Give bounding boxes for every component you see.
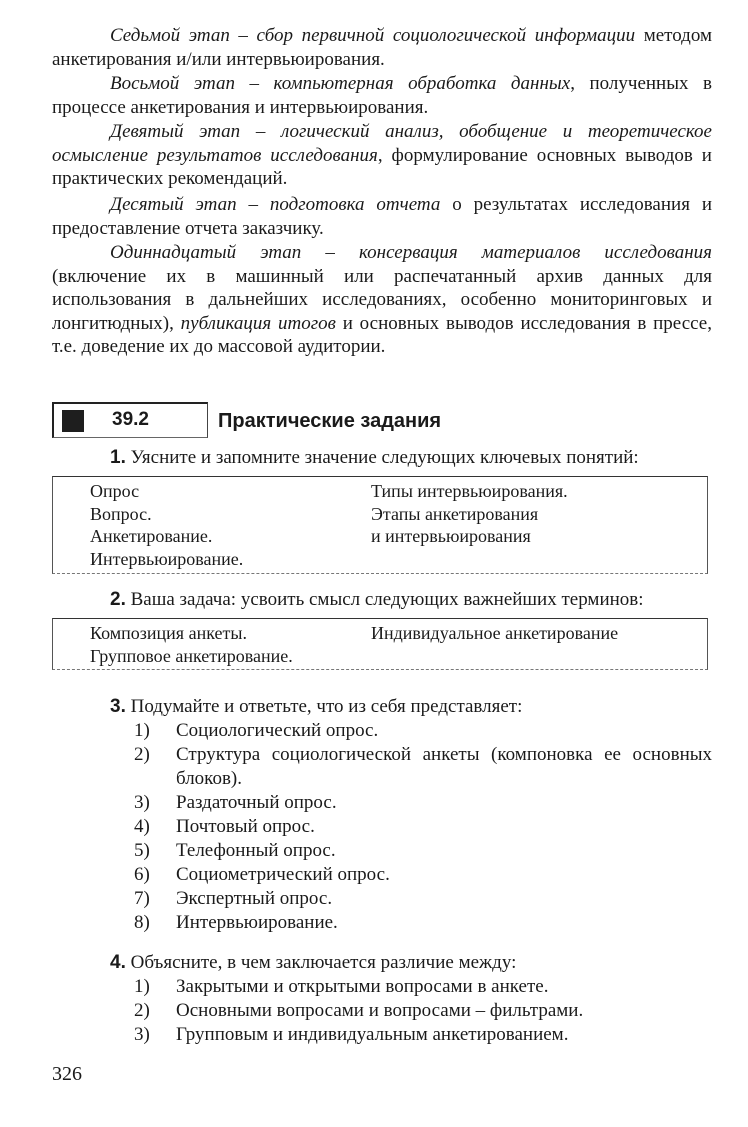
list-item	[52, 815, 712, 839]
list-item	[52, 911, 712, 935]
stage-10-title: Десятый этап – подготовка отчета	[110, 194, 441, 215]
list-item-text: Интервьюирование.	[176, 912, 338, 933]
term: Интервьюирование.	[90, 548, 244, 569]
task-2-terms-right	[371, 622, 618, 645]
stage-11-title: Одиннадцатый этап – консервация материалов исследования	[110, 242, 712, 263]
list-item	[52, 863, 712, 887]
list-item-number: 2)	[134, 1000, 150, 1021]
list-item-number: 4)	[134, 816, 150, 837]
list-item-number: 1)	[134, 720, 150, 741]
term: Опрос	[90, 481, 140, 501]
task-3-number: 3.	[110, 696, 126, 717]
list-item-number: 2)	[134, 744, 150, 765]
term: Композиция анкеты.	[90, 623, 247, 643]
list-item	[52, 999, 712, 1023]
task-1-terms-box	[52, 476, 708, 574]
paragraph-stage-8	[52, 72, 712, 119]
list-item-text: Закрытыми и открытыми вопросами в анкете.	[176, 976, 549, 997]
section-number-box	[52, 402, 208, 438]
paragraph-stage-9	[52, 120, 712, 191]
list-item-text: Групповым и индивидуальным анкетированием.	[176, 1024, 569, 1045]
list-item	[52, 839, 712, 863]
task-3-text: Подумайте и ответьте, что из себя представляет:	[125, 696, 523, 717]
term: и интервьюирования	[371, 526, 531, 546]
task-1-text: Уясните и запомните значение следующих ключевых понятий:	[125, 447, 639, 468]
stage-8-text: , полученных в процессе анкетирования и интервьюирования.	[52, 73, 713, 118]
list-item-text: Социологический опрос.	[176, 720, 379, 741]
task-1-heading	[52, 446, 712, 469]
task-2-heading	[52, 588, 712, 611]
list-item	[52, 791, 712, 815]
list-item-text: Экспертный опрос.	[176, 888, 333, 909]
task-1-number: 1.	[110, 447, 126, 468]
term: Этапы анкетирования	[371, 503, 539, 524]
stage-9-title: Девятый этап – логический анализ, обобщение и теоретическое осмысление результатов исследования	[52, 121, 712, 166]
stage-11-publication: публикация итогов	[180, 312, 336, 334]
section-number: 39.2	[112, 409, 149, 430]
task-1-terms-right	[371, 480, 568, 548]
list-item	[52, 1023, 712, 1047]
term: Вопрос.	[90, 503, 152, 524]
list-item	[52, 887, 712, 911]
list-item-number: 1)	[134, 976, 150, 997]
page-number: 326	[52, 1063, 82, 1085]
list-item-number: 8)	[134, 912, 150, 933]
task-4-list	[52, 975, 712, 1047]
paragraph-stage-7	[52, 24, 712, 71]
stage-10-text: о результатах исследования и предоставление отчета заказчику.	[52, 194, 712, 239]
task-3-list	[52, 719, 712, 935]
stage-8-title: Восьмой этап – компьютерная обработка данных	[110, 73, 571, 94]
task-2-number: 2.	[110, 589, 126, 610]
section-square-icon	[62, 410, 84, 432]
list-item-text: Структура социологической анкеты (компоновка ее основных блоков).	[176, 744, 712, 789]
list-item-number: 3)	[134, 792, 150, 813]
task-4-heading	[52, 951, 712, 974]
task-2-terms-left	[90, 622, 293, 667]
list-item-text: Основными вопросами и вопросами – фильтрами.	[176, 1000, 584, 1021]
term: Групповое анкетирование.	[90, 645, 293, 666]
term: Типы интервьюирования.	[371, 481, 568, 501]
paragraph-stage-11	[52, 241, 712, 359]
task-2-terms-box	[52, 618, 708, 670]
stage-11-text: (включение их в машинный или распечатанный архив данных для использования в дальнейших исследованиях, особенно мониторинговых и лонгитюдных),	[52, 265, 712, 334]
list-item-number: 6)	[134, 864, 150, 885]
list-item-text: Почтовый опрос.	[176, 816, 315, 837]
paragraph-stage-10	[52, 193, 712, 240]
section-header	[52, 402, 712, 442]
stage-9-text: , формулирование основных выводов и практических рекомендаций.	[52, 144, 712, 189]
section-title: Практические задания	[218, 410, 442, 432]
list-item	[52, 743, 712, 791]
list-item-text: Телефонный опрос.	[176, 840, 336, 861]
list-item	[52, 719, 712, 743]
list-item-text: Раздаточный опрос.	[176, 792, 337, 813]
task-2-text: Ваша задача: усвоить смысл следующих важнейших терминов:	[125, 589, 644, 610]
task-1-terms-left	[90, 480, 243, 570]
list-item-number: 7)	[134, 888, 150, 909]
stage-7-title: Седьмой этап – сбор первичной социологической информации	[110, 25, 636, 46]
list-item-number: 5)	[134, 840, 150, 861]
stage-7-text: методом анкетирования и/или интервьюирования.	[52, 25, 712, 70]
list-item-text: Социометрический опрос.	[176, 864, 390, 885]
task-4-number: 4.	[110, 952, 126, 973]
term: Индивидуальное анкетирование	[371, 623, 619, 643]
list-item	[52, 975, 712, 999]
stage-11-text-end: и основных выводов исследования в прессе, т.е. доведение их до массовой аудитории.	[52, 312, 712, 357]
term: Анкетирование.	[90, 526, 213, 546]
list-item-number: 3)	[134, 1024, 150, 1045]
task-4-text: Объясните, в чем заключается различие между:	[125, 952, 517, 973]
task-3-heading	[52, 695, 712, 718]
